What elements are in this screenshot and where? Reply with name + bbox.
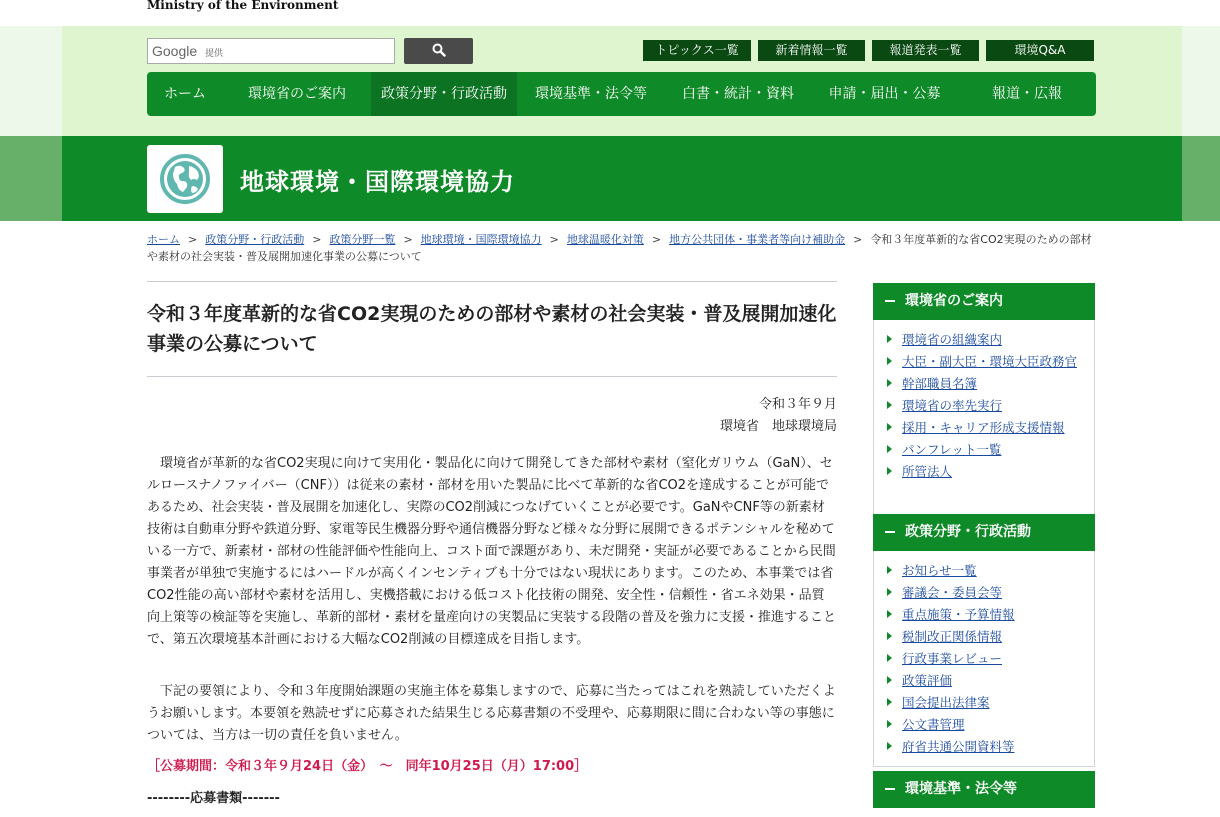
breadcrumb-link-subsidy[interactable]: 地方公共団体・事業者等向け補助金 xyxy=(669,233,846,246)
breadcrumb-separator: > xyxy=(549,233,559,246)
triangle-right-icon xyxy=(887,632,892,640)
sidebar-link[interactable]: 大臣・副大臣・環境大臣政務官 xyxy=(886,352,1084,371)
ministry-logo[interactable]: Ministry of the Environment xyxy=(147,0,339,12)
sidebar-link[interactable]: お知らせ一覧 xyxy=(886,561,1084,580)
notice-paragraph: 下記の要領により、令和３年度開始課題の実施主体を募集しますので、応募に当たってはこれを熟読していただくようお願いします。本要領を熟読せずに応募された結果生じる応募書類の不受理や、応募期限に間に合わない等の事態については、当方は一切の責任を負いません。 xyxy=(147,684,836,743)
application-period: ［公募期間：令和３年９月24日（金） ～ 同年10月25日（月）17:00］ xyxy=(147,759,588,774)
page-title: 令和３年度革新的な省CO2実現のための部材や素材の社会実装・普及展開加速化事業の公募について xyxy=(147,303,837,355)
nav-item-policy[interactable]: 政策分野・行政活動 xyxy=(371,72,517,116)
intro-paragraph: 環境省が革新的な省CO2実現に向けて実用化・製品化に向けて開発してきた部材や素材（窒化ガリウム（GaN）、セルロースナノファイバー（CNF））は従来の素材・部材を用いた製品に比べて革新的な省CO2を達成することが可能であるため、社会実装・普及展開を加速化し、実際のCO2削減につなげていくことが必要です。GaNやCNF等の新素材技術は自動車分野や鉄道分野、家電等民生機器分野や通信機器分野など様々な分野に展開できるポテンシャルを秘めている一方で、新素材・部材の性能評価や性能向上、コスト面で課題があり、未だ開発・実証が必要であることから民間事業者が単独で実施するにはハードルが高くインセンティブも十分ではない現状にあります。このため、本事業では省CO2性能の高い部材や素材を活用し、実機搭載における低コスト化技術の開発、安全性・信頼性・省エネ効果・品質向上策等の検証等を実施し、革新的部材・素材を量産向けの実製品に実装する段階の普及を強力に支援・推進することで、第五次環境基本計画における大幅なCO2削減の目標達成を目指します。 xyxy=(147,456,837,647)
breadcrumb-link-global-env[interactable]: 地球環境・国際環境協力 xyxy=(420,233,542,246)
sidebar-heading-label: 環境基準・法令等 xyxy=(905,781,1017,797)
triangle-right-icon xyxy=(887,335,892,343)
sidebar-link[interactable]: 幹部職員名簿 xyxy=(886,374,1084,393)
nav-item-standards[interactable]: 環境基準・法令等 xyxy=(535,86,647,102)
sidebar-heading-about[interactable] xyxy=(873,283,1095,320)
nav-item-press[interactable]: 報道・広報 xyxy=(992,86,1062,102)
search-box[interactable] xyxy=(147,38,395,64)
search-button[interactable] xyxy=(404,38,473,64)
sidebar-heading-standards[interactable] xyxy=(873,771,1095,808)
quick-link-qa[interactable]: 環境Q&A xyxy=(986,40,1094,61)
triangle-right-icon xyxy=(887,423,892,431)
breadcrumb-current: 令和３年度革新的な省CO2実現のための部材や素材の社会実装・普及展開加速化事業の公募について xyxy=(147,233,1092,263)
breadcrumb-separator: > xyxy=(312,233,322,246)
breadcrumb-link-home[interactable]: ホーム xyxy=(147,233,180,246)
triangle-right-icon xyxy=(887,379,892,387)
sidebar-link[interactable]: 行政事業レビュー xyxy=(886,649,1084,668)
sidebar-link[interactable]: 環境省の率先実行 xyxy=(886,396,1084,415)
sidebar-list-about xyxy=(873,320,1095,516)
quick-links xyxy=(643,40,1094,61)
triangle-right-icon xyxy=(887,566,892,574)
section-title: 地球環境・国際環境協力 xyxy=(240,168,515,196)
global-nav xyxy=(147,72,1096,116)
documents-heading: --------応募書類------- xyxy=(147,791,280,806)
publish-department: 環境省 地球環境局 xyxy=(719,419,837,434)
triangle-right-icon xyxy=(887,588,892,596)
triangle-right-icon xyxy=(887,720,892,728)
triangle-right-icon xyxy=(887,676,892,684)
minus-icon xyxy=(885,531,895,533)
breadcrumb-link-warming[interactable]: 地球温暖化対策 xyxy=(566,233,644,246)
quick-link-news[interactable]: 新着情報一覧 xyxy=(758,40,865,61)
nav-item-home[interactable]: ホーム xyxy=(164,86,206,102)
breadcrumb-separator: > xyxy=(403,233,413,246)
minus-icon xyxy=(885,300,895,302)
triangle-right-icon xyxy=(887,654,892,662)
sidebar-link[interactable]: 環境省の組織案内 xyxy=(886,330,1084,349)
sidebar-link[interactable]: 公文書管理 xyxy=(886,715,1084,734)
sidebar-link[interactable]: 政策評価 xyxy=(886,671,1084,690)
divider xyxy=(147,376,837,377)
sidebar-link[interactable]: 所管法人 xyxy=(886,462,1084,481)
minus-icon xyxy=(885,788,895,790)
sidebar-list-policy xyxy=(873,551,1095,767)
triangle-right-icon xyxy=(887,357,892,365)
breadcrumb-link-policy[interactable]: 政策分野・行政活動 xyxy=(205,233,305,246)
google-provided-label: 提供 xyxy=(205,49,224,59)
top-strip xyxy=(0,0,1220,26)
breadcrumb-link-policy-list[interactable]: 政策分野一覧 xyxy=(329,233,396,246)
sidebar-link[interactable]: 重点施策・予算情報 xyxy=(886,605,1084,624)
nav-item-about[interactable]: 環境省のご案内 xyxy=(248,86,346,102)
breadcrumb-separator: > xyxy=(651,233,662,246)
search-input[interactable] xyxy=(228,41,392,63)
publish-date: 令和３年９月 xyxy=(758,397,837,412)
sidebar-heading-policy[interactable] xyxy=(873,514,1095,551)
quick-link-press[interactable]: 報道発表一覧 xyxy=(872,40,979,61)
sidebar-link[interactable]: 審議会・委員会等 xyxy=(886,583,1084,602)
sidebar-link[interactable]: 税制改正関係情報 xyxy=(886,627,1084,646)
nav-item-applications[interactable]: 申請・届出・公募 xyxy=(828,86,941,102)
sidebar-link[interactable]: 府省共通公開資料等 xyxy=(886,737,1084,756)
sidebar-heading-label: 政策分野・行政活動 xyxy=(905,524,1031,540)
search-icon xyxy=(432,42,446,61)
triangle-right-icon xyxy=(887,401,892,409)
triangle-right-icon xyxy=(887,742,892,750)
sidebar-link[interactable]: 国会提出法律案 xyxy=(886,693,1084,712)
nav-item-whitepaper[interactable]: 白書・統計・資料 xyxy=(682,86,794,102)
divider xyxy=(147,281,837,282)
triangle-right-icon xyxy=(887,467,892,475)
top-utility-links xyxy=(1036,0,1070,9)
globe-icon xyxy=(147,198,223,217)
sidebar-heading-label: 環境省のご案内 xyxy=(905,293,1003,309)
triangle-right-icon xyxy=(887,698,892,706)
quick-link-topics[interactable]: トピックス一覧 xyxy=(643,40,751,61)
breadcrumb xyxy=(147,231,1095,265)
breadcrumb-separator: > xyxy=(853,233,863,246)
sidebar-link[interactable]: パンフレット一覧 xyxy=(886,440,1084,459)
publish-info xyxy=(147,394,837,438)
section-icon-box xyxy=(147,145,223,213)
triangle-right-icon xyxy=(887,610,892,618)
breadcrumb-separator: > xyxy=(188,233,198,246)
sidebar-link[interactable]: 採用・キャリア形成支援情報 xyxy=(886,418,1084,437)
google-brand: Google xyxy=(152,43,198,59)
triangle-right-icon xyxy=(887,445,892,453)
